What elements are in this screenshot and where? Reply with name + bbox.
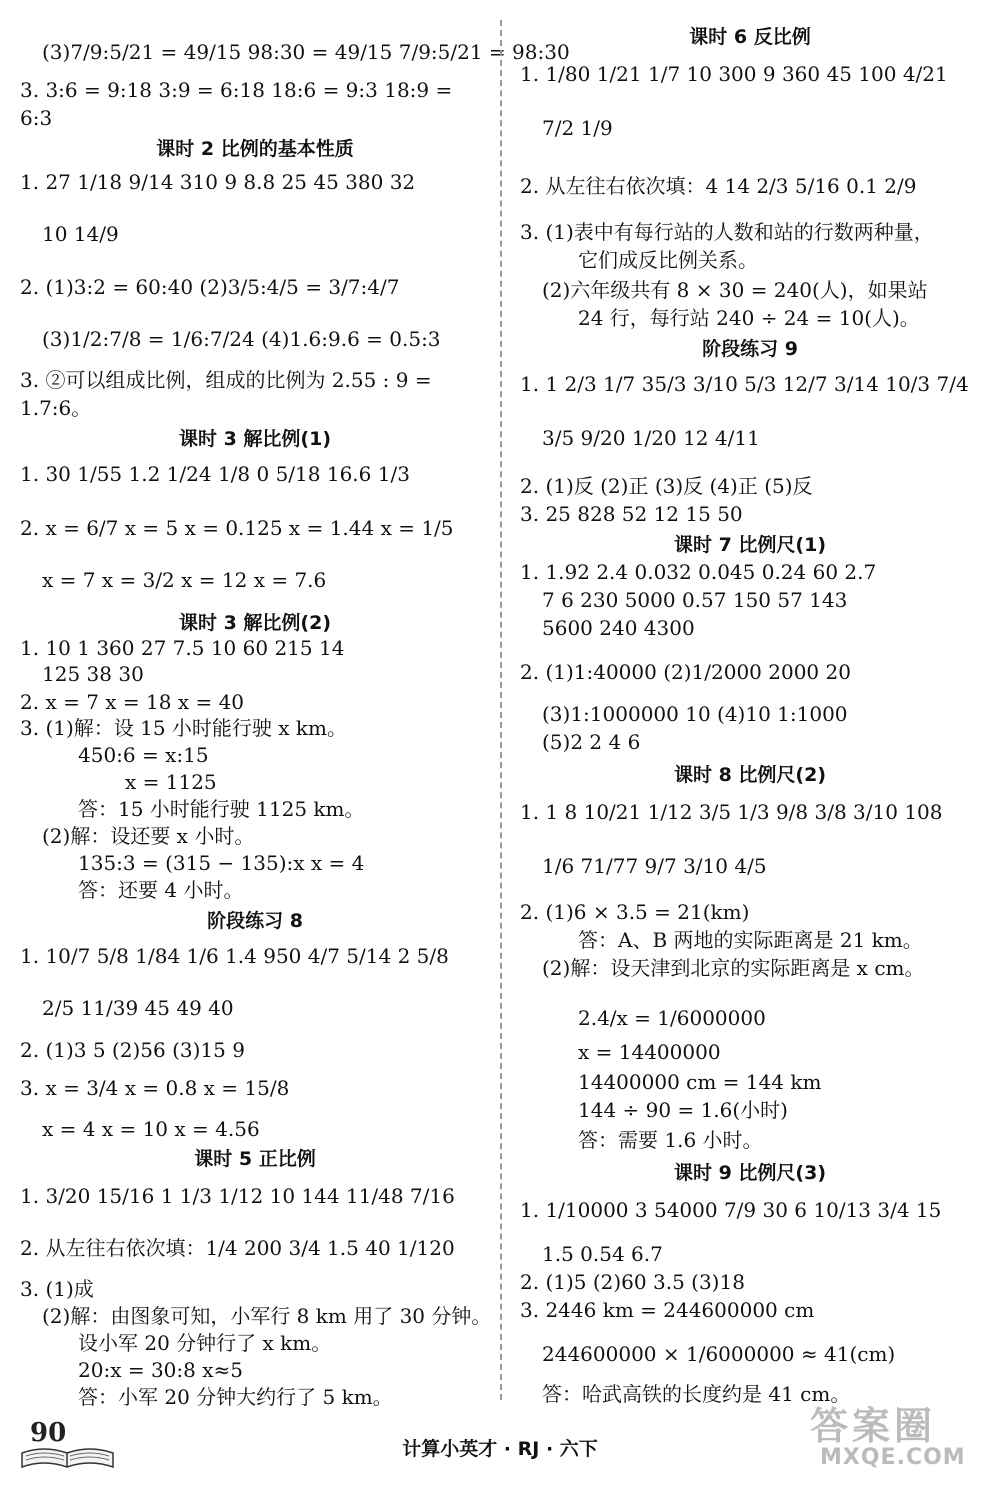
answer-line: 2.4/x = 1/6000000 (578, 1006, 766, 1030)
answer-line: 1. 27 1/18 9/14 310 9 8.8 25 45 380 32 (20, 170, 416, 194)
answer-line: 3. x = 3/4 x = 0.8 x = 15/8 (20, 1076, 290, 1100)
answer-line: 设小军 20 分钟行了 x km。 (78, 1331, 332, 1355)
answer-line: 3. (1)表中有每行站的人数和站的行数两种量， (520, 220, 934, 244)
answer-line: x = 1125 (125, 770, 217, 794)
answer-line: 答：15 小时能行驶 1125 km。 (78, 797, 365, 821)
answer-line: x = 7 x = 3/2 x = 12 x = 7.6 (42, 568, 327, 592)
section-heading: 课时 3 解比例(2) (178, 612, 332, 634)
section-heading: 课时 5 正比例 (194, 1148, 316, 1170)
answer-line: 144 ÷ 90 = 1.6(小时) (578, 1098, 788, 1122)
answer-line: 135:3 = (315 − 135):x x = 4 (78, 851, 365, 875)
section-heading: 课时 7 比例尺(1) (673, 534, 827, 556)
answer-line: (3)7/9:5/21 = 49/15 98:30 = 49/15 7/9:5/21 = 98:30 (42, 40, 570, 64)
answer-line: 2. (1)6 × 3.5 = 21(km) (520, 900, 750, 924)
answer-line: 1.5 0.54 6.7 (542, 1242, 663, 1266)
column-divider (500, 20, 502, 1400)
answer-line: 1/6 71/77 9/7 3/10 4/5 (542, 854, 767, 878)
answer-line: 1. 10/7 5/8 1/84 1/6 1.4 950 4/7 5/14 2 5/8 (20, 944, 449, 968)
watermark-text-top: 答案圈 (810, 1404, 937, 1448)
answer-line: 答：小军 20 分钟大约行了 5 km。 (78, 1385, 393, 1409)
watermark-text-bottom: MXQE.COM (820, 1445, 966, 1470)
answer-line: x = 14400000 (578, 1040, 721, 1064)
section-heading: 课时 8 比例尺(2) (673, 764, 827, 786)
answer-line: (2)解：设还要 x 小时。 (42, 824, 255, 848)
answer-line: 它们成反比例关系。 (578, 248, 758, 272)
answer-line: 答：哈武高铁的长度约是 41 cm。 (542, 1382, 851, 1406)
answer-line: 3. 25 828 52 12 15 50 (520, 502, 743, 526)
answer-line: 答：A、B 两地的实际距离是 21 km。 (578, 928, 923, 952)
answer-line: 5600 240 4300 (542, 616, 695, 640)
answer-line: (3)1/2:7/8 = 1/6:7/24 (4)1.6:9.6 = 0.5:3 (42, 327, 441, 351)
answer-line: 3. 2446 km = 244600000 cm (520, 1298, 815, 1322)
answer-line: 7/2 1/9 (542, 116, 613, 140)
answer-line: 6:3 (20, 106, 53, 130)
answer-line: 2. (1)反 (2)正 (3)反 (4)正 (5)反 (520, 474, 813, 498)
answer-line: 2/5 11/39 45 49 40 (42, 996, 234, 1020)
answer-line: 2. (1)3 5 (2)56 (3)15 9 (20, 1038, 245, 1062)
answer-line: 1.7:6。 (20, 396, 92, 420)
answer-line: 3/5 9/20 1/20 12 4/11 (542, 426, 760, 450)
answer-line: x = 4 x = 10 x = 4.56 (42, 1117, 260, 1141)
answer-line: 2. (1)1:40000 (2)1/2000 2000 20 (520, 660, 851, 684)
answer-line: 1. 1 8 10/21 1/12 3/5 1/3 9/8 3/8 3/10 108 (520, 800, 943, 824)
answer-line: 2. (1)5 (2)60 3.5 (3)18 (520, 1270, 745, 1294)
answer-line: 1. 1 2/3 1/7 35/3 3/10 5/3 12/7 3/14 10/3 7/4 (520, 372, 969, 396)
answer-line: 3. (1)解：设 15 小时能行驶 x km。 (20, 716, 348, 740)
answer-line: 244600000 × 1/6000000 ≈ 41(cm) (542, 1342, 896, 1366)
answer-line: 24 行，每行站 240 ÷ 24 = 10(人)。 (578, 306, 920, 330)
answer-line: 2. (1)3:2 = 60:40 (2)3/5:4/5 = 3/7:4/7 (20, 275, 400, 299)
answer-line: 1. 10 1 360 27 7.5 10 60 215 14 (20, 636, 345, 660)
answer-line: 450:6 = x:15 (78, 743, 209, 767)
answer-line: (3)1:1000000 10 (4)10 1:1000 (542, 702, 848, 726)
section-heading: 课时 3 解比例(1) (178, 428, 332, 450)
answer-line: 14400000 cm = 144 km (578, 1070, 822, 1094)
section-heading: 阶段练习 8 (207, 910, 303, 932)
section-heading: 课时 2 比例的基本性质 (156, 138, 354, 160)
answer-line: 1. 1/80 1/21 1/7 10 300 9 360 45 100 4/21 (520, 62, 948, 86)
answer-line: 1. 3/20 15/16 1 1/3 1/12 10 144 11/48 7/16 (20, 1184, 455, 1208)
answer-line: 1. 1.92 2.4 0.032 0.045 0.24 60 2.7 (520, 560, 877, 584)
answer-line: (2)六年级共有 8 × 30 = 240(人)，如果站 (542, 278, 928, 302)
book-title: 计算小英才 · RJ · 六下 (402, 1438, 598, 1460)
answer-line: 20:x = 30:8 x≈5 (78, 1358, 243, 1382)
answer-line: (2)解：设天津到北京的实际距离是 x cm。 (542, 956, 925, 980)
watermark-logo (800, 1395, 990, 1480)
section-heading: 课时 9 比例尺(3) (673, 1162, 827, 1184)
answer-line: 125 38 30 (42, 662, 144, 686)
answer-line: 2. 从左往右依次填：1/4 200 3/4 1.5 40 1/120 (20, 1236, 455, 1260)
answer-line: (2)解：由图象可知，小军行 8 km 用了 30 分钟。 (42, 1304, 492, 1328)
answer-line: 1. 30 1/55 1.2 1/24 1/8 0 5/18 16.6 1/3 (20, 462, 410, 486)
answer-line: 3. (1)成 (20, 1277, 94, 1301)
answer-line: 答：需要 1.6 小时。 (578, 1128, 763, 1152)
answer-line: (5)2 2 4 6 (542, 730, 641, 754)
answer-line: 答：还要 4 小时。 (78, 878, 244, 902)
answer-line: 1. 1/10000 3 54000 7/9 30 6 10/13 3/4 15 (520, 1198, 942, 1222)
answer-line: 3. 3:6 = 9:18 3:9 = 6:18 18:6 = 9:3 18:9 = (20, 78, 453, 102)
page-number: 90 (30, 1418, 67, 1448)
answer-line: 2. x = 7 x = 18 x = 40 (20, 690, 245, 714)
answer-line: 2. 从左往右依次填：4 14 2/3 5/16 0.1 2/9 (520, 174, 917, 198)
answer-line: 3. ②可以组成比例，组成的比例为 2.55 : 9 = (20, 368, 432, 392)
answer-line: 7 6 230 5000 0.57 150 57 143 (542, 588, 848, 612)
answer-line: 2. x = 6/7 x = 5 x = 0.125 x = 1.44 x = 1/5 (20, 516, 454, 540)
section-heading: 阶段练习 9 (702, 338, 798, 360)
answer-line: 10 14/9 (42, 222, 119, 246)
section-heading: 课时 6 反比例 (689, 26, 811, 48)
